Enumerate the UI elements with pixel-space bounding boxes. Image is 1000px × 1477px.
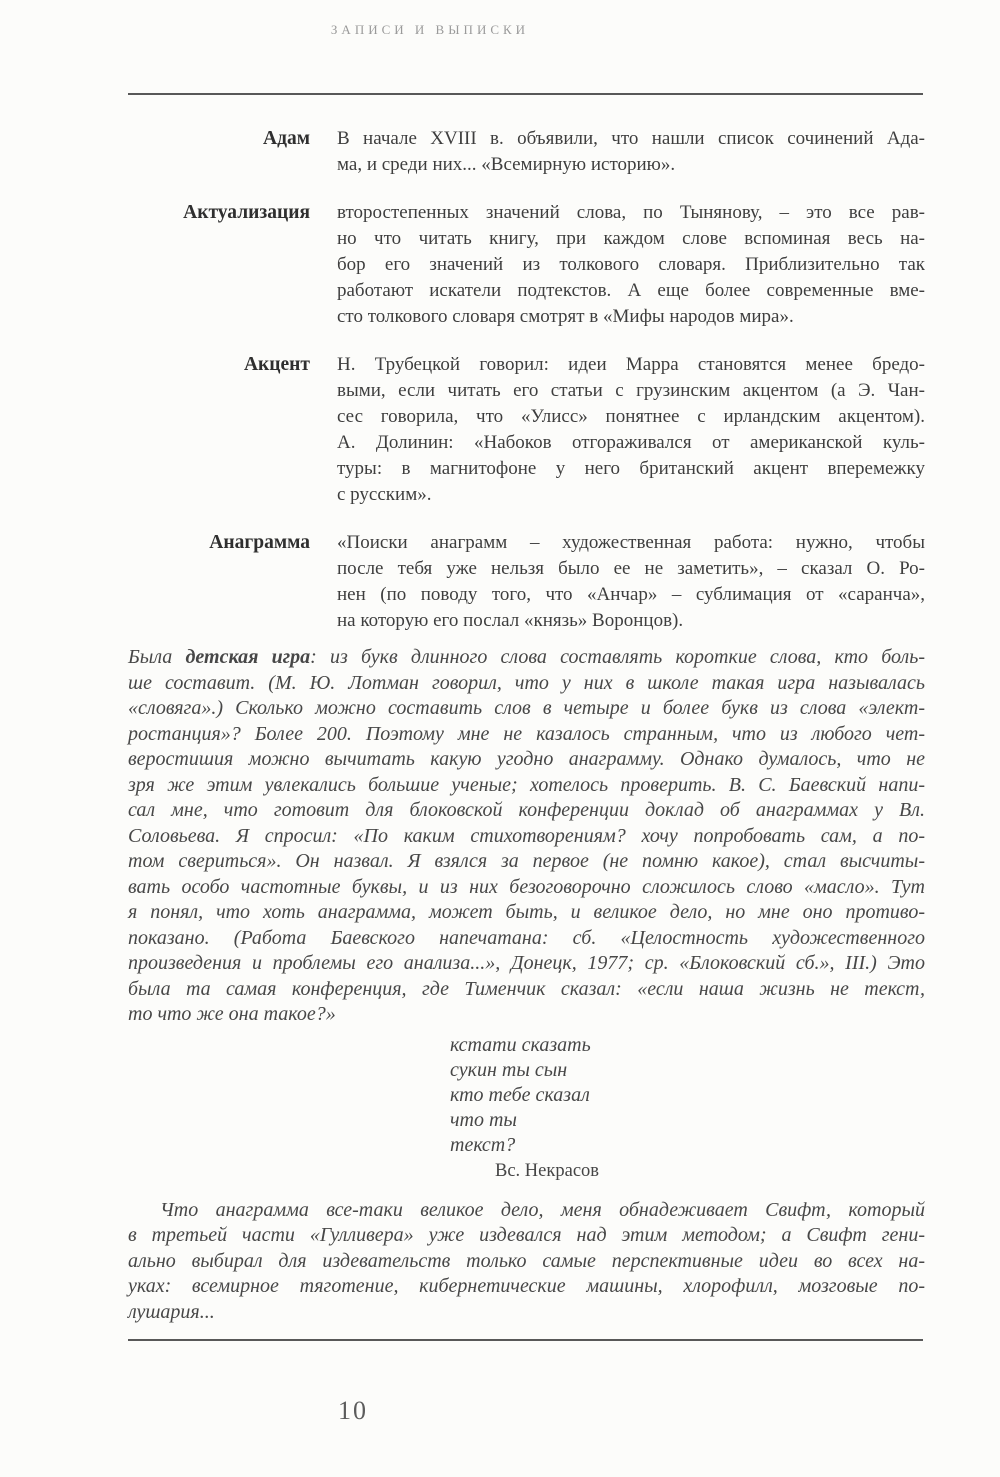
definition-line: выми, если читать его статьи с грузинским акцентом (а Э. Чан-	[337, 380, 925, 401]
definition-line: А. Долинин: «Набоков отгораживался от американской куль-	[337, 432, 925, 453]
essay-line: то что же она такое?»	[128, 1003, 336, 1025]
entry-anagramma	[128, 530, 925, 634]
entry-aktualizatsiya	[128, 200, 925, 330]
essay-line: показано. (Работа Баевского напечатана: сб. «Целостность художественного	[128, 926, 925, 949]
glossary-section	[128, 126, 925, 656]
entry-aktsent	[128, 352, 925, 508]
entry-definition	[337, 126, 925, 178]
essay-bold-phrase: детская игра	[185, 646, 311, 668]
essay-paragraph-1-first-line	[128, 645, 925, 671]
entry-definition	[337, 200, 925, 330]
essay-line: ально выбирал для издевательств только самые перспективные идеи во всех на-	[128, 1249, 925, 1272]
definition-line: бор его значений из толкового словаря. Приблизительно так	[337, 254, 925, 275]
definition-line: сес говорила, что «Улисс» понятнее с ирландским акцентом).	[337, 406, 925, 427]
definition-line: В начале XVIII в. объявили, что нашли список сочинений Ада-	[337, 128, 925, 149]
poem	[450, 1033, 925, 1158]
essay-line: была та самая конференция, где Тименчик сказал: «если наша жизнь не текст,	[128, 977, 925, 1000]
top-rule	[128, 93, 923, 95]
poem-line: текст?	[450, 1133, 516, 1156]
definition-line: нен (по поводу того, что «Анчар» – сублимация от «саранча»,	[337, 584, 925, 605]
entry-term: Анаграмма	[209, 532, 310, 553]
essay-line: в третьей части «Гулливера» уже издевался над этим методом; а Свифт гени-	[128, 1224, 925, 1246]
entry-adam	[128, 126, 925, 178]
essay-line: вать особо частотные буквы, и из них безоговорочно сложилось слово «масло». Тут	[128, 875, 925, 898]
essay-text: : из букв длинного слова составлять короткие слова, кто боль-	[310, 646, 925, 668]
definition-line: работают искатели подтекстов. А еще более современные вме-	[337, 280, 925, 301]
definition-line: «Поиски анаграмм – художественная работа: нужно, чтобы	[337, 532, 925, 553]
definition-line: Н. Трубецкой говорил: идеи Марра становятся менее бредо-	[337, 354, 925, 375]
poem-line: кстати сказать	[450, 1033, 591, 1056]
poem-line: сукин ты сын	[450, 1058, 568, 1081]
essay-paragraph-1	[128, 671, 925, 1028]
entry-definition	[337, 530, 925, 634]
essay-text: Была	[128, 646, 186, 668]
essay-line: я понял, что хоть анаграмма, может быть, и великое дело, но мне оно противо-	[128, 901, 925, 923]
definition-line: второстепенных значений слова, по Тынянову, – это все рав-	[337, 202, 925, 223]
running-header: ЗАПИСИ И ВЫПИСКИ	[330, 22, 530, 37]
definition-line: на которую его послал «князь» Воронцов).	[337, 610, 684, 631]
essay-paragraph-2-first-line: Что анаграмма все-таки великое дело, меня обнадеживает Свифт, который	[160, 1198, 925, 1221]
essay-line: ше составит. (М. Ю. Лотман говорил, что у них в школе такая игра называлась	[128, 671, 925, 694]
definition-line: с русским».	[337, 484, 432, 505]
definition-line: ма, и среди них... «Всемирную историю».	[337, 154, 676, 175]
page-number: 10	[338, 1396, 368, 1425]
definition-line: после тебя уже нельзя было ее не заметить», – сказал О. Ро-	[337, 558, 925, 579]
entry-term: Актуализация	[183, 202, 310, 223]
definition-line: туры: в магнитофоне у него британский акцент вперемежку	[337, 458, 925, 479]
poem-attribution: Вс. Некрасов	[495, 1160, 600, 1181]
essay-line: ростанция»? Более 200. Поэтому мне не казалось странным, что из любого чет-	[128, 722, 925, 745]
essay-paragraph-2	[128, 1223, 925, 1325]
poem-line: что ты	[450, 1108, 517, 1131]
entry-definition	[337, 352, 925, 508]
bottom-rule	[128, 1339, 923, 1341]
essay-line: «словяга».) Сколько можно составить слов в четыре и более букв из слова «элект-	[128, 697, 925, 719]
definition-line: но что читать книгу, при каждом слове вспоминая весь на-	[337, 228, 925, 249]
essay-line: Соловьева. Я спросил: «По каким стихотворениям? хочу попробовать сам, а по-	[128, 824, 925, 847]
entry-term: Адам	[263, 128, 310, 149]
entry-term: Акцент	[243, 354, 310, 375]
essay-line: лушария...	[128, 1300, 215, 1323]
essay-line: произведения и проблемы его анализа...», Донецк, 1977; ср. «Блоковский сб.», III.) Это	[128, 952, 925, 974]
essay-section	[128, 645, 925, 1325]
essay-line: уках: всемирное тяготение, кибернетические машины, хлорофилл, мозговые по-	[128, 1275, 925, 1297]
essay-line: том свериться». Он назвал. Я взялся за первое (не помню какое), стал высчиты-	[128, 850, 925, 872]
essay-line: зря же этим увлекались большие ученые; хотелось проверить. В. С. Баевский напи-	[128, 773, 925, 796]
poem-line: кто тебе сказал	[450, 1083, 590, 1106]
essay-line: веростишия можно вычитать какую угодно анаграмму. Однако думалось, что не	[128, 748, 925, 770]
definition-line: сто толкового словаря смотрят в «Мифы народов мира».	[337, 306, 794, 327]
essay-line: сал мне, что готовит для блоковской конференции доклад об анаграммах у Вл.	[128, 799, 925, 821]
